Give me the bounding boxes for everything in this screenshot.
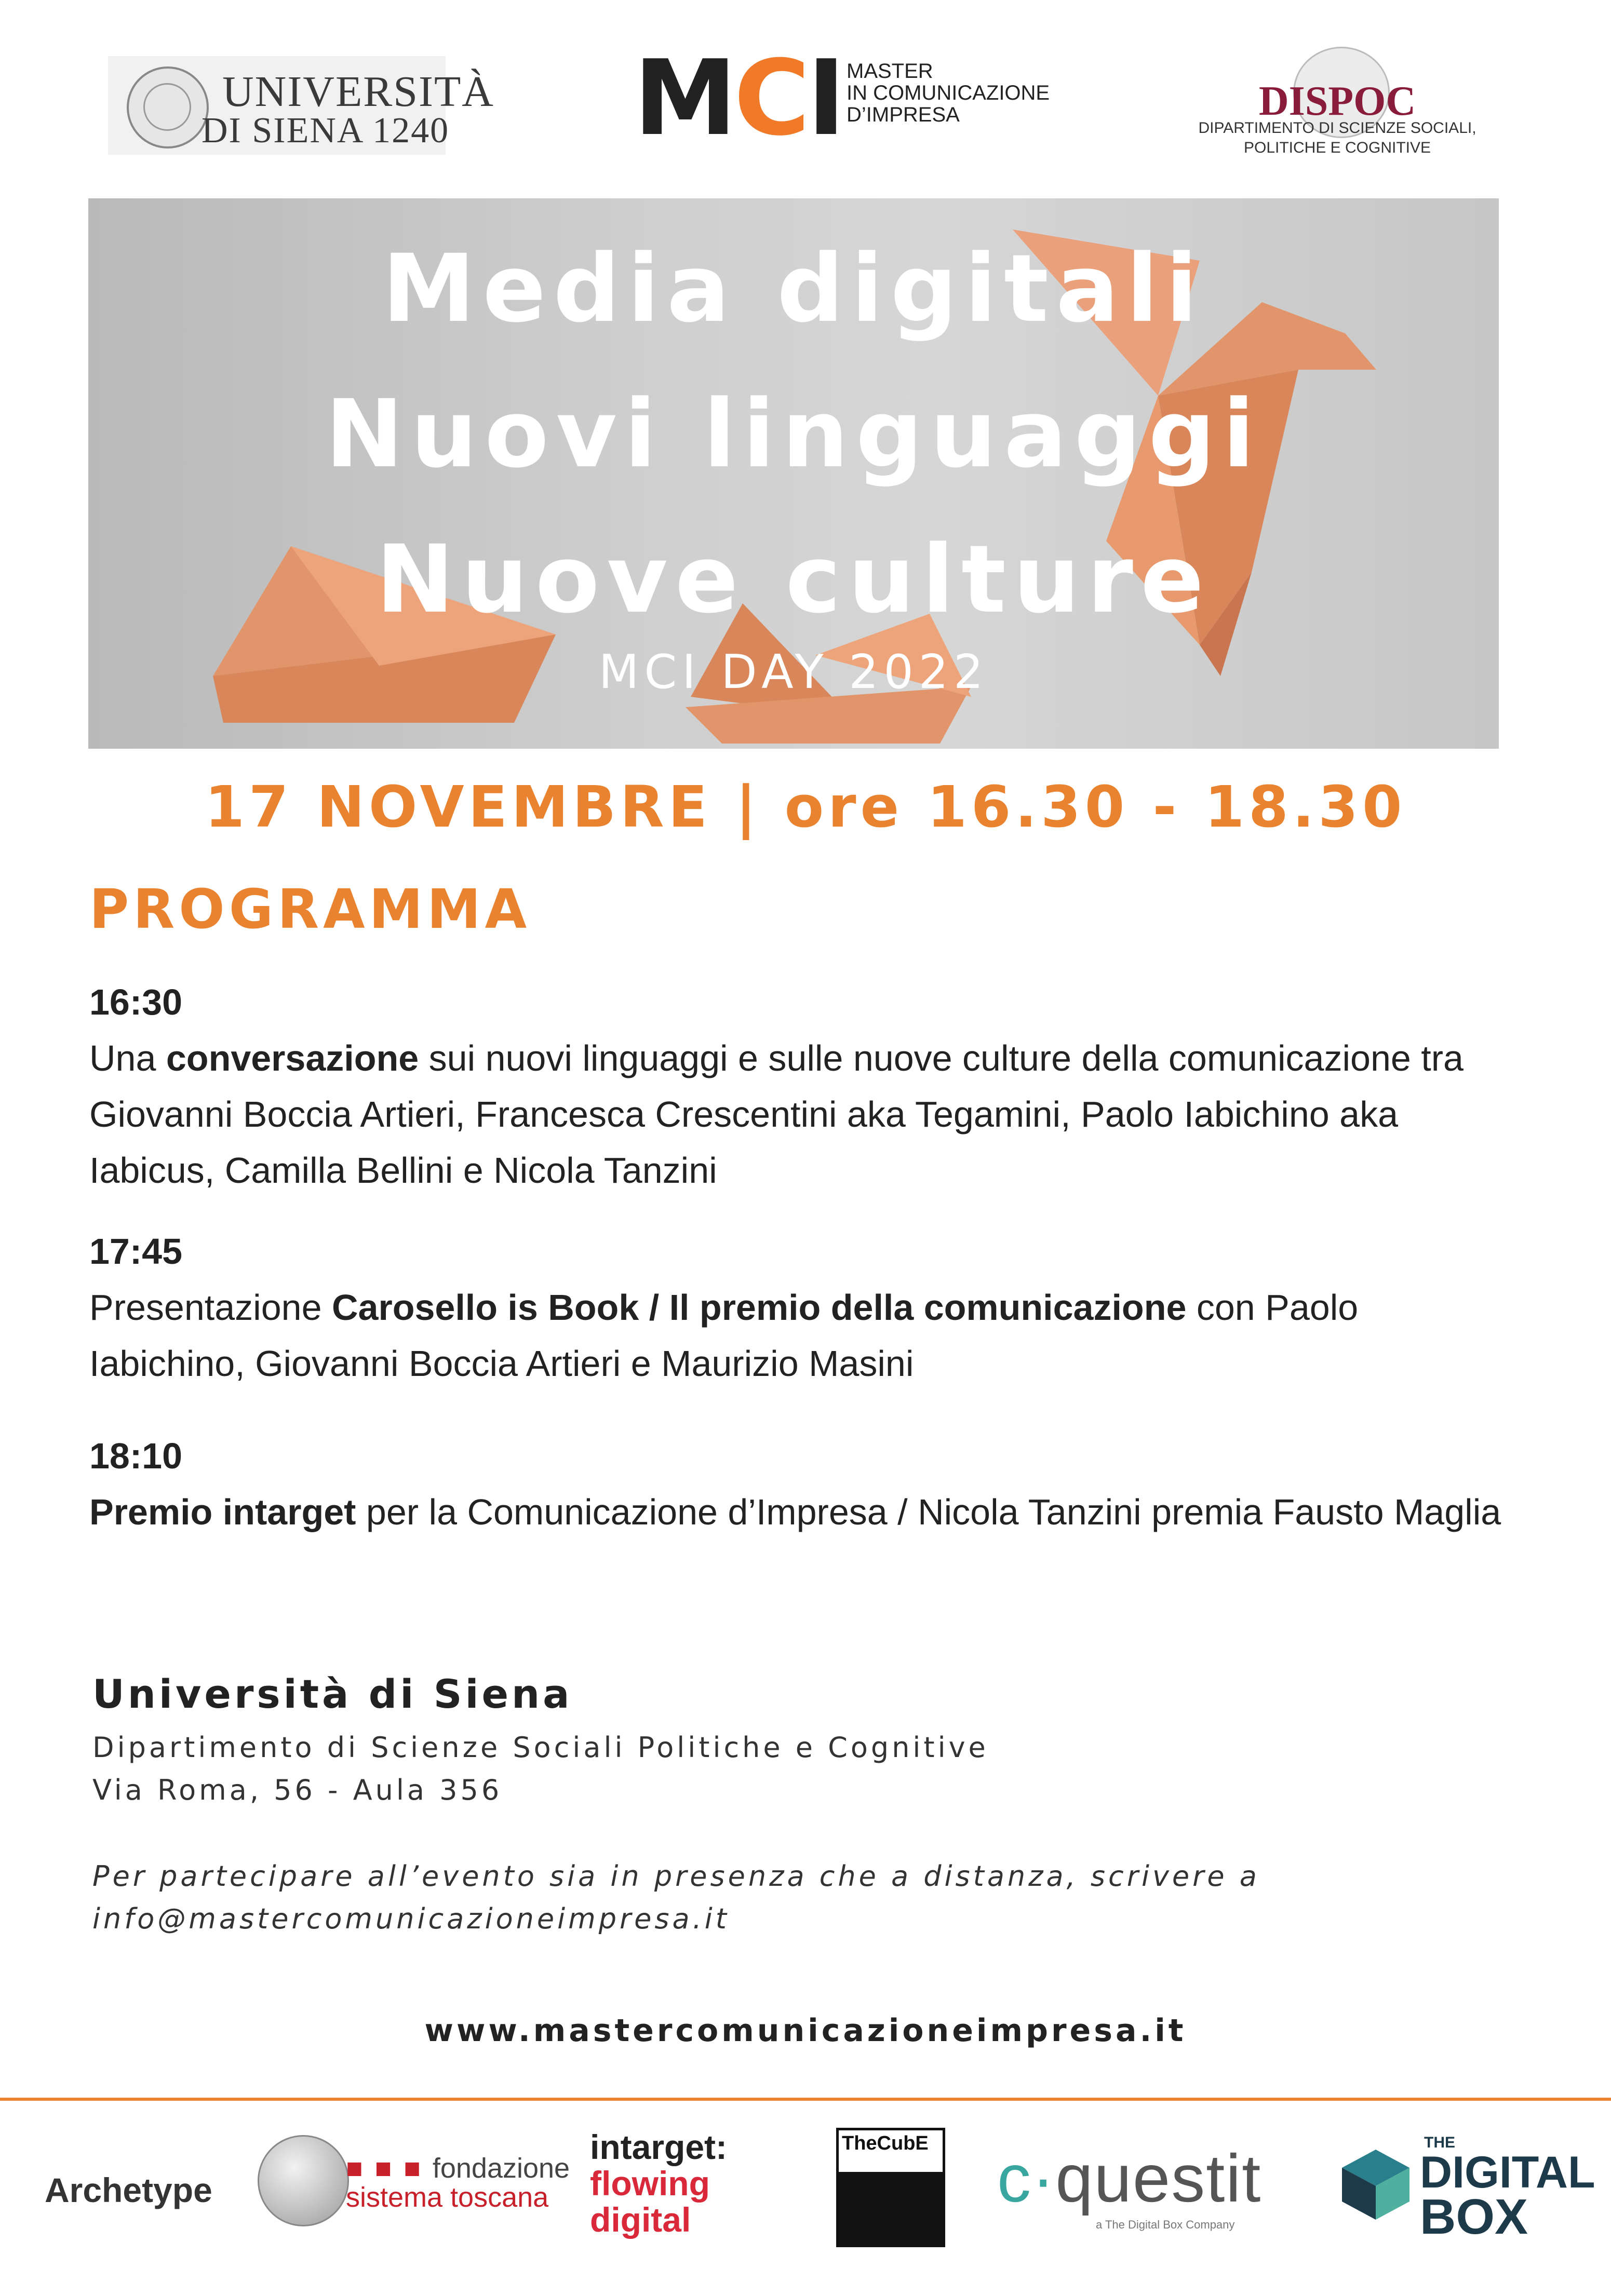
program-slot	[89, 974, 1512, 1198]
sponsor-the-digital-box: THE DIGITAL BOX	[1420, 2134, 1595, 2245]
hero-title-line2: Nuovi linguaggi	[325, 380, 1262, 489]
dispoc-line2: POLITICHE E COGNITIVE	[1243, 139, 1431, 156]
mci-logo-text: MASTER IN COMUNICAZIONE D’IMPRESA	[847, 60, 1050, 126]
dispoc-name: DISPOC	[1258, 78, 1416, 124]
dispoc-logo	[1189, 47, 1485, 161]
slot-time: 16:30	[89, 982, 183, 1022]
event-date: 17 NOVEMBRE | ore 16.30 - 18.30	[205, 774, 1406, 840]
sponsor-intarget: intarget: flowing digital	[590, 2128, 727, 2239]
program-slot	[89, 1223, 1512, 1392]
universita-siena-logo	[108, 56, 494, 155]
fondazione-sfera-icon	[258, 2135, 349, 2226]
slot-description: Una conversazione sui nuovi linguaggi e sulle nuove culture della comunicazione tra Giovanni Boccia Artieri, Francesca Crescentini aka Tegamini, Paolo Iabichino aka Iabicus, Camilla Bellini e Nicola Tanzini	[89, 1038, 1464, 1191]
mci-logo-letters: MCI	[634, 38, 843, 159]
thecube-building-icon	[839, 2172, 943, 2245]
slot-description: Premio intarget per la Comunicazione d’Impresa / Nicola Tanzini premia Fausto Maglia	[89, 1492, 1501, 1532]
program-slot	[89, 1428, 1512, 1540]
sponsor-fondazione-sistema-toscana: ■ ■ ■ fondazione sistema toscana	[346, 2153, 570, 2213]
university-seal-icon	[127, 66, 209, 148]
hero-subtitle: MCI DAY 2022	[598, 645, 989, 699]
slot-time: 18:10	[89, 1436, 183, 1476]
digital-box-cube-icon	[1337, 2144, 1415, 2222]
hero-title-line3: Nuove culture	[375, 525, 1212, 634]
sponsor-questit: c·questit	[997, 2140, 1262, 2216]
hero-title-line1: Media digitali	[382, 235, 1205, 343]
hero-banner	[88, 198, 1499, 749]
footer-divider	[0, 2098, 1611, 2101]
unisiena-line2: DI SIENA 1240	[202, 111, 450, 151]
venue-name: Università di Siena	[92, 1671, 573, 1717]
website-link[interactable]: www.mastercomunicazioneimpresa.it	[424, 2013, 1187, 2049]
sponsor-archetype: Archetype	[45, 2171, 212, 2209]
contact-email[interactable]: info@mastercomunicazioneimpresa.it	[92, 1902, 730, 1935]
program-heading: PROGRAMMA	[89, 877, 531, 941]
slot-time: 17:45	[89, 1231, 183, 1272]
dispoc-line1: DIPARTIMENTO DI SCIENZE SOCIALI,	[1198, 119, 1476, 137]
venue-address: Via Roma, 56 - Aula 356	[92, 1774, 503, 1806]
questit-tagline: a The Digital Box Company	[1096, 2218, 1235, 2231]
participation-note: Per partecipare all’evento sia in presenza che a distanza, scrivere a	[92, 1860, 1260, 1893]
venue-department: Dipartimento di Scienze Sociali Politiche e Cognitive	[92, 1731, 989, 1764]
sponsor-thecube: TheCubE	[836, 2128, 945, 2247]
unisiena-line1: UNIVERSITÀ	[222, 67, 494, 116]
slot-description: Presentazione Carosello is Book / Il premio della comunicazione con Paolo Iabichino, Giovanni Boccia Artieri e Maurizio Masini	[89, 1287, 1359, 1384]
